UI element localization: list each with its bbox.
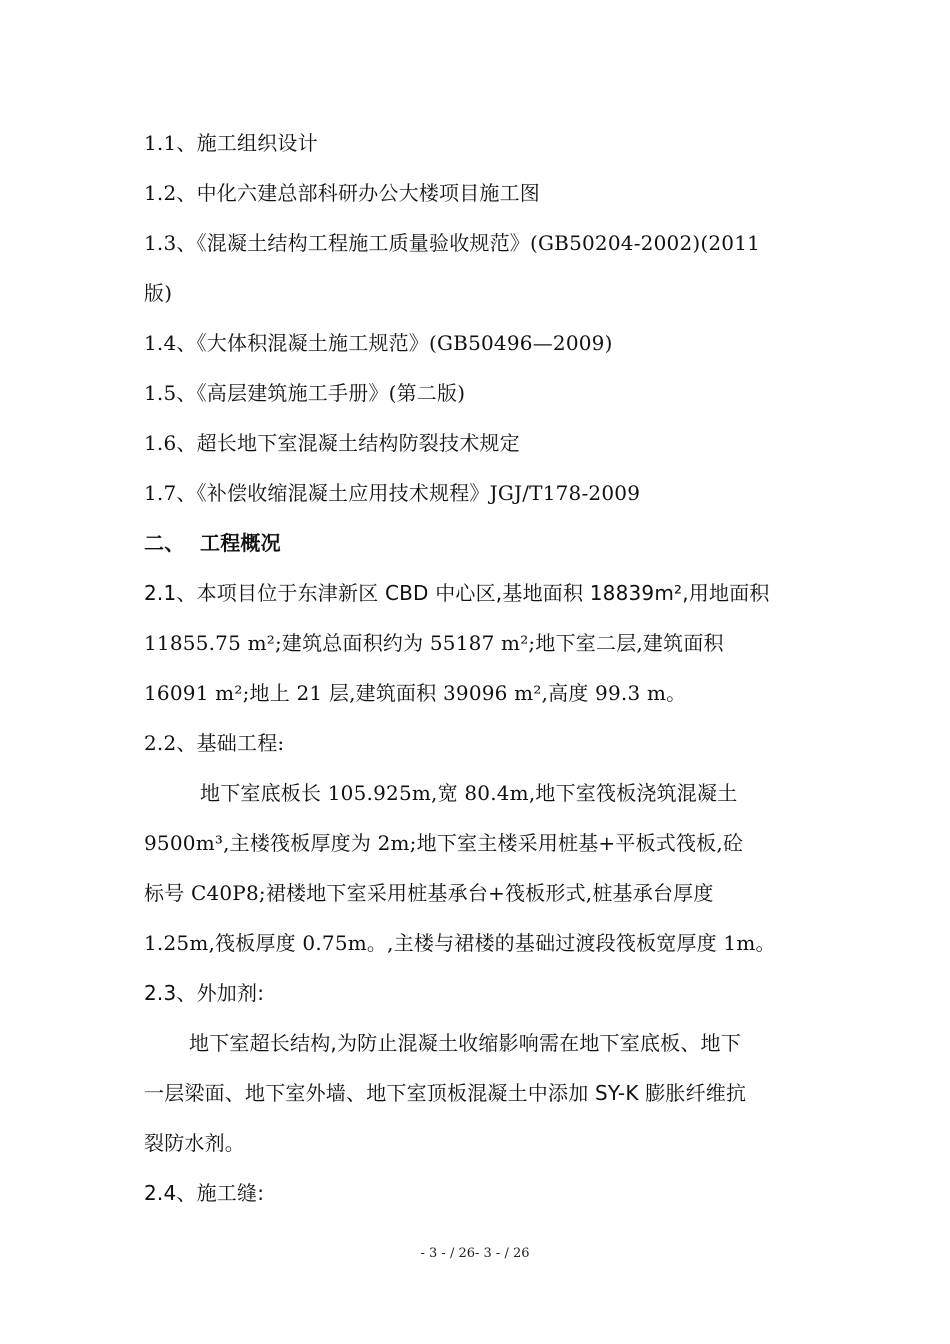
subheading-2-4: 2.4、施工缝: [144,1181,265,1205]
section-heading [144,518,810,568]
paragraph-2-2-line-1: 地下室底板长 105.925m,宽 80.4m,地下室筏板浇筑混凝土 [200,781,738,805]
paragraph-2-1-line-2: 11855.75 m²;建筑总面积约为 55187 m²;地下室二层,建筑面积 [144,631,724,655]
subheading-2-3: 2.3、外加剂: [144,981,265,1005]
document-body [144,118,810,1218]
reference-item-1-3-continued: 版) [144,281,173,305]
reference-item-1-6: 1.6、超长地下室混凝土结构防裂技术规定 [144,431,520,455]
subheading-2-2: 2.2、基础工程: [144,731,285,755]
reference-item-1-1: 1.1、施工组织设计 [144,131,318,155]
reference-item-1-7: 1.7、《补偿收缩混凝土应用技术规程》JGJ/T178-2009 [144,481,641,505]
paragraph-2-1-line-1: 2.1、本项目位于东津新区 CBD 中心区,基地面积 18839m²,用地面积 [144,581,770,605]
reference-item-1-5: 1.5、《高层建筑施工手册》(第二版) [144,381,466,405]
paragraph-2-1-line-3: 16091 m²;地上 21 层,建筑面积 39096 m²,高度 99.3 m。 [144,681,687,705]
reference-item-1-4: 1.4、《大体积混凝土施工规范》(GB50496—2009) [144,331,613,355]
page-number-footer: - 3 - / 26- 3 - / 26 [420,1246,530,1261]
paragraph-2-3-line-1: 地下室超长结构,为防止混凝土收缩影响需在地下室底板、地下 [189,1031,741,1055]
paragraph-2-2-line-3: 标号 C40P8;裙楼地下室采用桩基承台+筏板形式,桩基承台厚度 [144,881,714,905]
paragraph-2-2-line-4: 1.25m,筏板厚度 0.75m。,主楼与裙楼的基础过渡段筏板宽厚度 1m。 [144,931,776,955]
section-title: 工程概况 [200,531,281,555]
reference-item-1-2: 1.2、中化六建总部科研办公大楼项目施工图 [144,181,541,205]
paragraph-2-3-line-3: 裂防水剂。 [144,1131,245,1155]
section-number: 二、 [144,531,185,555]
reference-item-1-3: 1.3、《混凝土结构工程施工质量验收规范》(GB50204-2002)(2011 [144,231,761,255]
paragraph-2-3-line-2: 一层梁面、地下室外墙、地下室顶板混凝土中添加 SY-K 膨胀纤维抗 [144,1081,747,1105]
paragraph-2-2-line-2: 9500m³,主楼筏板厚度为 2m;地下室主楼采用桩基+平板式筏板,砼 [144,831,744,855]
